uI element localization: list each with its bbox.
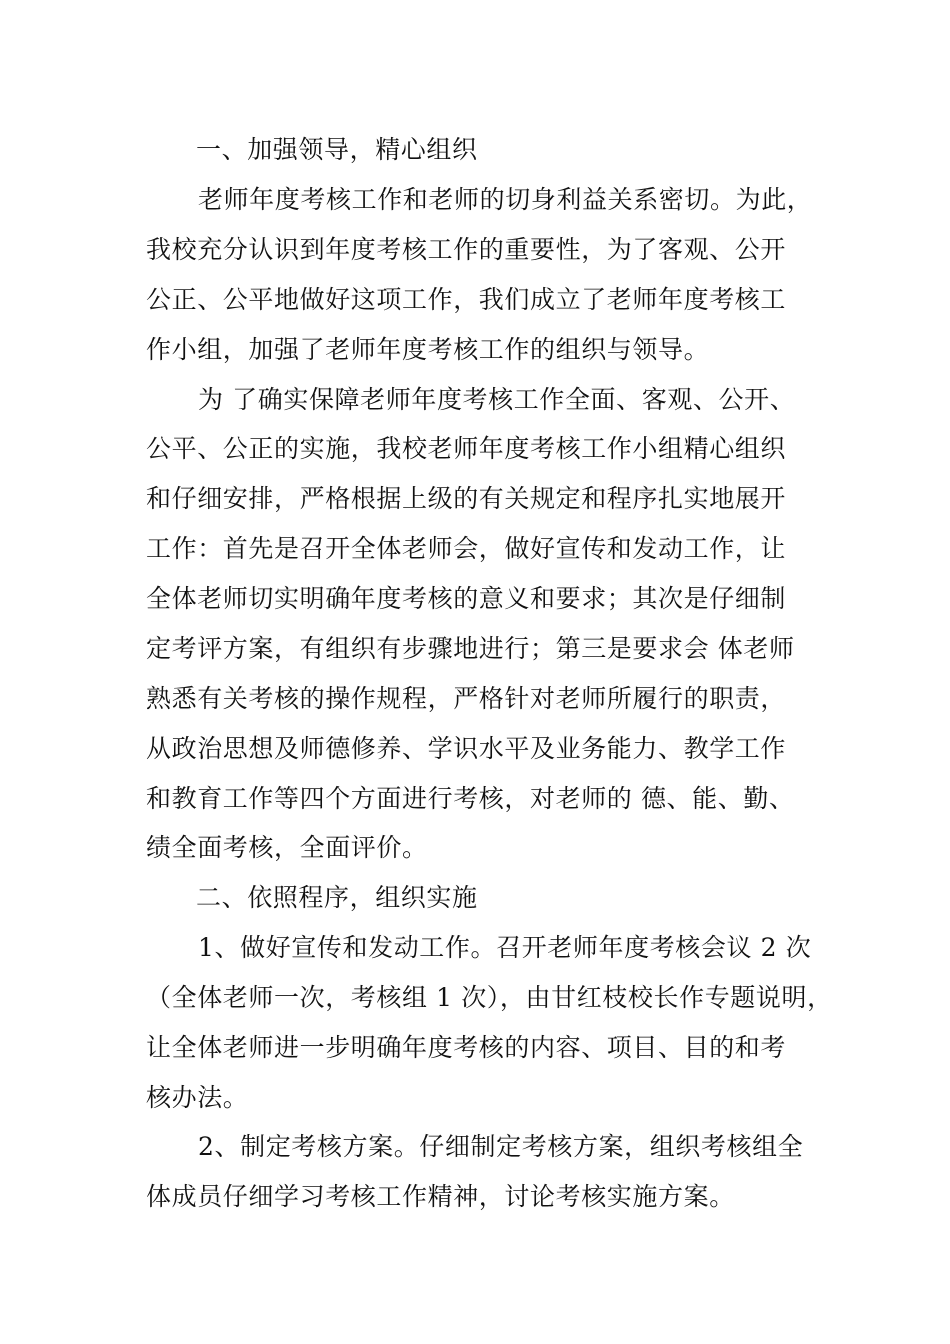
paragraph-line: （全体老师一次，考核组 1 次），由甘红枝校长作专题说明， [146, 983, 833, 1012]
paragraph-line: 和教育工作等四个方面进行考核，对老师的 德、能、勤、 [146, 784, 795, 813]
paragraph-line: 绩全面考核，全面评价。 [146, 833, 428, 862]
paragraph-line: 从政治思想及师德修养、学识水平及业务能力、教学工作 [146, 734, 787, 763]
section-heading-2: 二、依照程序，组织实施 [196, 883, 478, 912]
paragraph-line: 核办法。 [146, 1083, 249, 1112]
paragraph-line: 作小组，加强了老师年度考核工作的组织与领导。 [146, 335, 710, 364]
paragraph-line: 全体老师切实明确年度考核的意义和要求；其次是仔细制 [146, 584, 787, 613]
paragraph-line: 让全体老师进一步明确年度考核的内容、项目、目的和考 [146, 1033, 787, 1062]
paragraph-line: 2、制定考核方案。仔细制定考核方案，组织考核组全 [198, 1132, 804, 1161]
paragraph-line: 公平、公正的实施，我校老师年度考核工作小组精心组织 [146, 434, 787, 463]
paragraph-line: 老师年度考核工作和老师的切身利益关系密切。为此， [198, 185, 813, 214]
section-heading-1: 一、加强领导，精心组织 [196, 135, 478, 164]
paragraph-line: 工作：首先是召开全体老师会，做好宣传和发动工作，让 [146, 534, 787, 563]
paragraph-line: 为 了确实保障老师年度考核工作全面、客观、公开、 [198, 385, 796, 414]
paragraph-line: 体成员仔细学习考核工作精神，讨论考核实施方案。 [146, 1182, 735, 1211]
paragraph-line: 1、做好宣传和发动工作。召开老师年度考核会议 2 次 [198, 933, 812, 962]
paragraph-line: 我校充分认识到年度考核工作的重要性，为了客观、公开 [146, 235, 787, 264]
paragraph-line: 熟悉有关考核的操作规程，严格针对老师所履行的职责， [146, 684, 787, 713]
paragraph-line: 和仔细安排，严格根据上级的有关规定和程序扎实地展开 [146, 484, 787, 513]
paragraph-line: 定考评方案，有组织有步骤地进行；第三是要求会 体老师 [146, 634, 795, 663]
paragraph-line: 公正、公平地做好这项工作，我们成立了老师年度考核工 [146, 285, 787, 314]
